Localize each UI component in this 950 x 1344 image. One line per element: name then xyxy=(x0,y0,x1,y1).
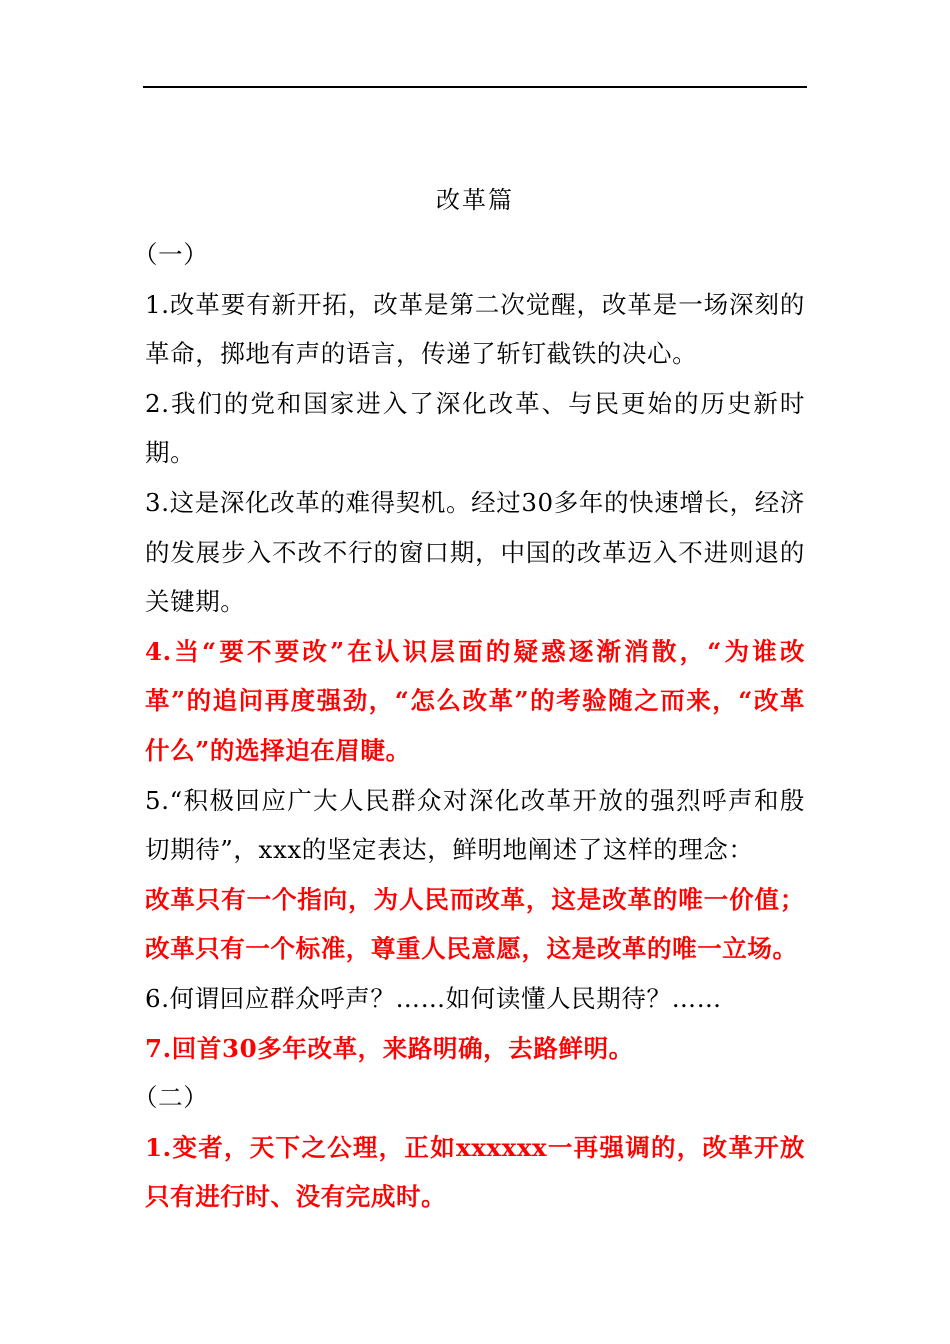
paragraph: 2.我们的党和国家进入了深化改革、与民更始的历史新时期。 xyxy=(145,388,805,468)
paragraph: 6.何谓回应群众呼声？……如何读懂人民期待？…… xyxy=(145,983,722,1013)
section-label: （二） xyxy=(133,1083,209,1113)
highlighted-paragraph: 改革只有一个指向，为人民而改革，这是改革的唯一价值；改革只有一个标准，尊重人民意愿，这是改革的唯一立场。 xyxy=(145,884,805,964)
header-rule xyxy=(143,86,807,88)
highlighted-paragraph: 1.变者，天下之公理，正如xxxxxx一再强调的，改革开放只有进行时、没有完成时。 xyxy=(145,1132,805,1212)
document-body xyxy=(133,230,805,1222)
paragraph: 3.这是深化改革的难得契机。经过30多年的快速增长，经济的发展步入不改不行的窗口期，中国的改革迈入不进则退的关键期。 xyxy=(145,487,805,617)
highlighted-paragraph: 7.回首30多年改革，来路明确，去路鲜明。 xyxy=(145,1033,634,1063)
document-title: 改革篇 xyxy=(436,186,514,214)
section-label: （一） xyxy=(133,240,209,269)
paragraph: 5.“积极回应广大人民群众对深化改革开放的强烈呼声和殷切期待”，xxx的坚定表达，鲜明地阐述了这样的理念： xyxy=(145,785,805,865)
paragraph: 1.改革要有新开拓，改革是第二次觉醒，改革是一场深刻的革命，掷地有声的语言，传递了斩钉截铁的决心。 xyxy=(145,289,805,369)
highlighted-paragraph: 4.当“要不要改”在认识层面的疑惑逐渐消散，“为谁改革”的追问再度强劲，“怎么改革”的考验随之而来，“改革什么”的选择迫在眉睫。 xyxy=(145,636,805,765)
